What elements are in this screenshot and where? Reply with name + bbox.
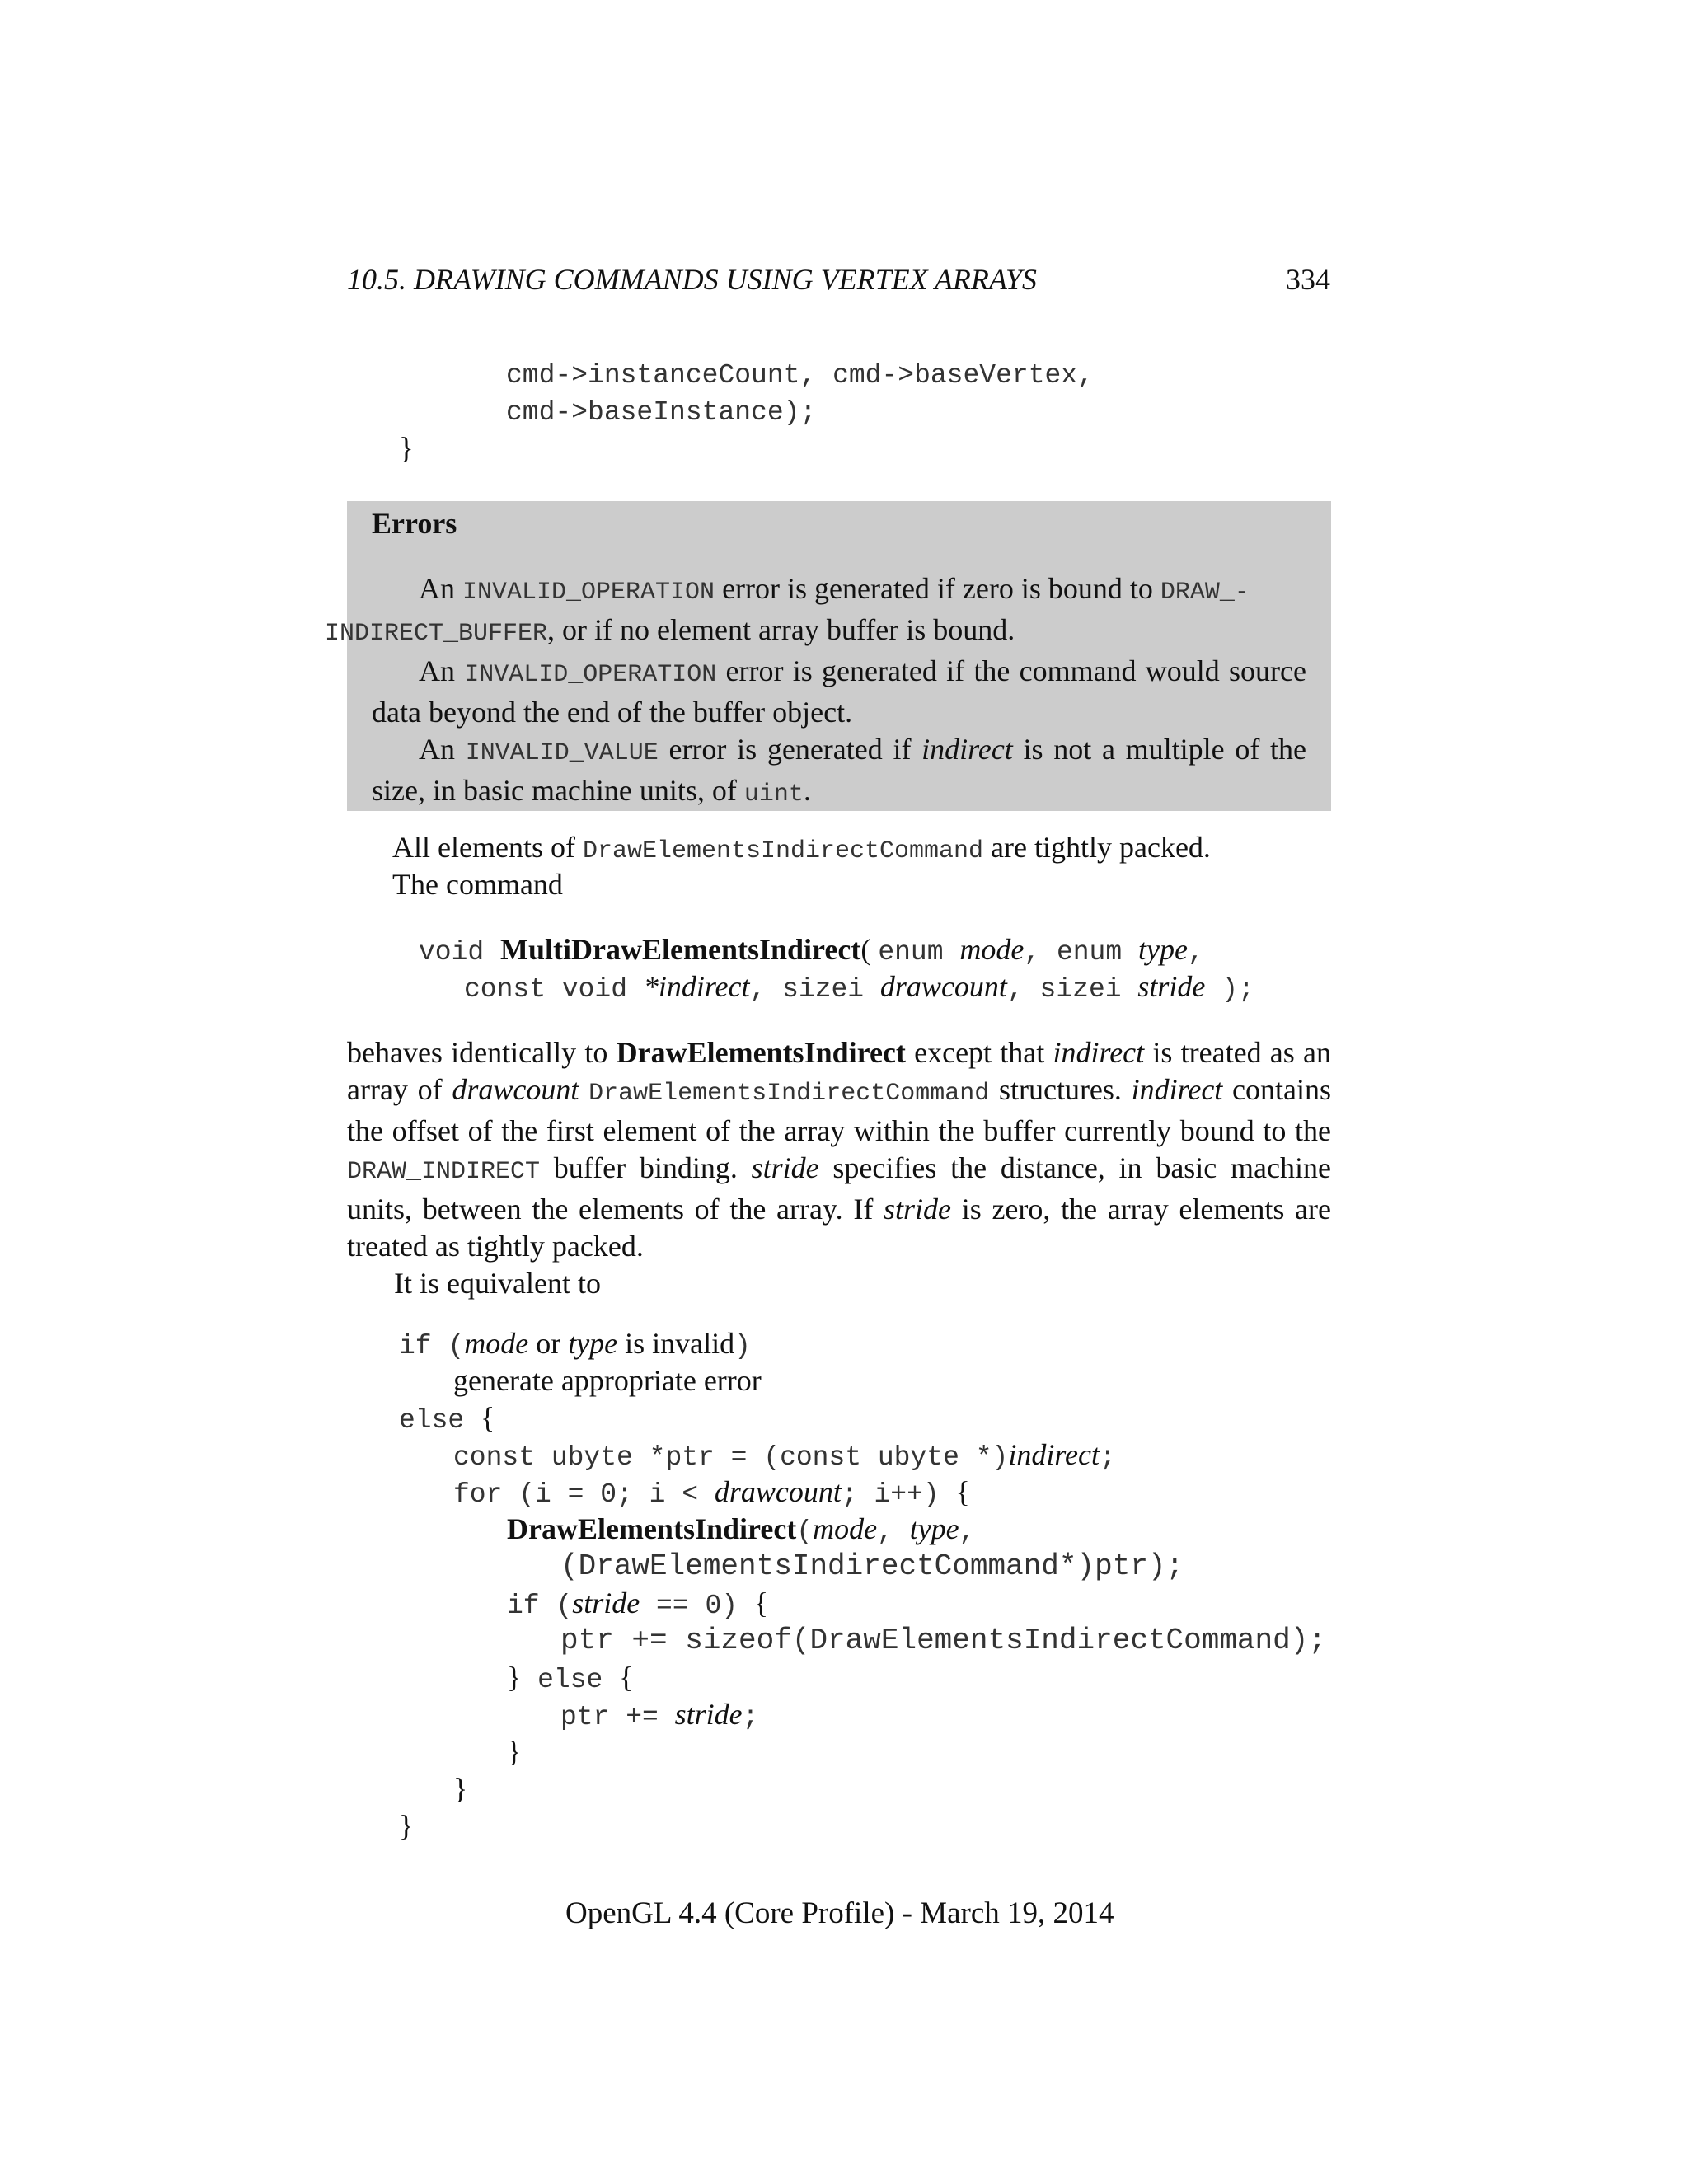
code-line: cmd->baseInstance);	[506, 397, 817, 428]
function-prototype-cont: const void *indirect, sizei drawcount, sizei stride );	[464, 970, 1254, 1005]
body-text: behaves identically to DrawElementsIndirect except that indirect is treated as an array of drawcount DrawElementsIndirectCommand structures. indirect contains the offset of the first element of the array within the buffer currently bound to the DRAW_INDIRECT buffer binding. stride specifies the distance, in basic machine units, between the elements of the array. If stride is zero, the array elements are treated as tightly packed.	[347, 1036, 1331, 1263]
code-line: DrawElementsIndirect(mode, type,	[507, 1512, 976, 1547]
code-line: }	[453, 1772, 468, 1805]
error-item: An INVALID_OPERATION error is generated if zero is bound to DRAW_- INDIRECT_BUFFER, or if no element array buffer is bound.	[325, 572, 1250, 648]
error-item: An INVALID_OPERATION error is generated if the command would source data beyond the end of the buffer object.	[372, 654, 1307, 729]
code-line: else {	[399, 1401, 495, 1436]
body-text: It is equivalent to	[394, 1267, 601, 1300]
section-header: 10.5. DRAWING COMMANDS USING VERTEX ARRAYS	[347, 263, 1037, 296]
code-line: generate appropriate error	[453, 1364, 762, 1397]
code-line: }	[507, 1735, 522, 1768]
page-number: 334	[1286, 263, 1330, 296]
code-line: }	[399, 1809, 414, 1842]
code-line: if (mode or type is invalid)	[399, 1327, 751, 1361]
code-brace: }	[399, 432, 414, 466]
code-line: (DrawElementsIndirectCommand*)ptr);	[560, 1549, 1184, 1583]
code-line: for (i = 0; i < drawcount; i++) {	[453, 1475, 970, 1510]
errors-text	[325, 570, 1307, 813]
intro-line: All elements of DrawElementsIndirectCommand are tightly packed.	[392, 831, 1211, 865]
code-line: ptr += stride;	[560, 1698, 759, 1732]
code-line: } else {	[507, 1661, 634, 1695]
function-prototype: void MultiDrawElementsIndirect( enum mode, enum type,	[419, 933, 1204, 968]
body-paragraph	[347, 1034, 1331, 1302]
errors-title: Errors	[372, 507, 457, 540]
code-line: if (stride == 0) {	[507, 1586, 769, 1621]
code-line: cmd->instanceCount, cmd->baseVertex,	[506, 360, 1094, 391]
code-line: ptr += sizeof(DrawElementsIndirectCommand);	[560, 1624, 1326, 1657]
error-item: An INVALID_VALUE error is generated if indirect is not a multiple of the size, in basic machine units, of uint.	[372, 733, 1307, 808]
code-line: const ubyte *ptr = (const ubyte *)indirect;	[453, 1438, 1116, 1473]
intro-line: The command	[392, 868, 563, 901]
page-footer: OpenGL 4.4 (Core Profile) - March 19, 2014	[565, 1896, 1114, 1930]
